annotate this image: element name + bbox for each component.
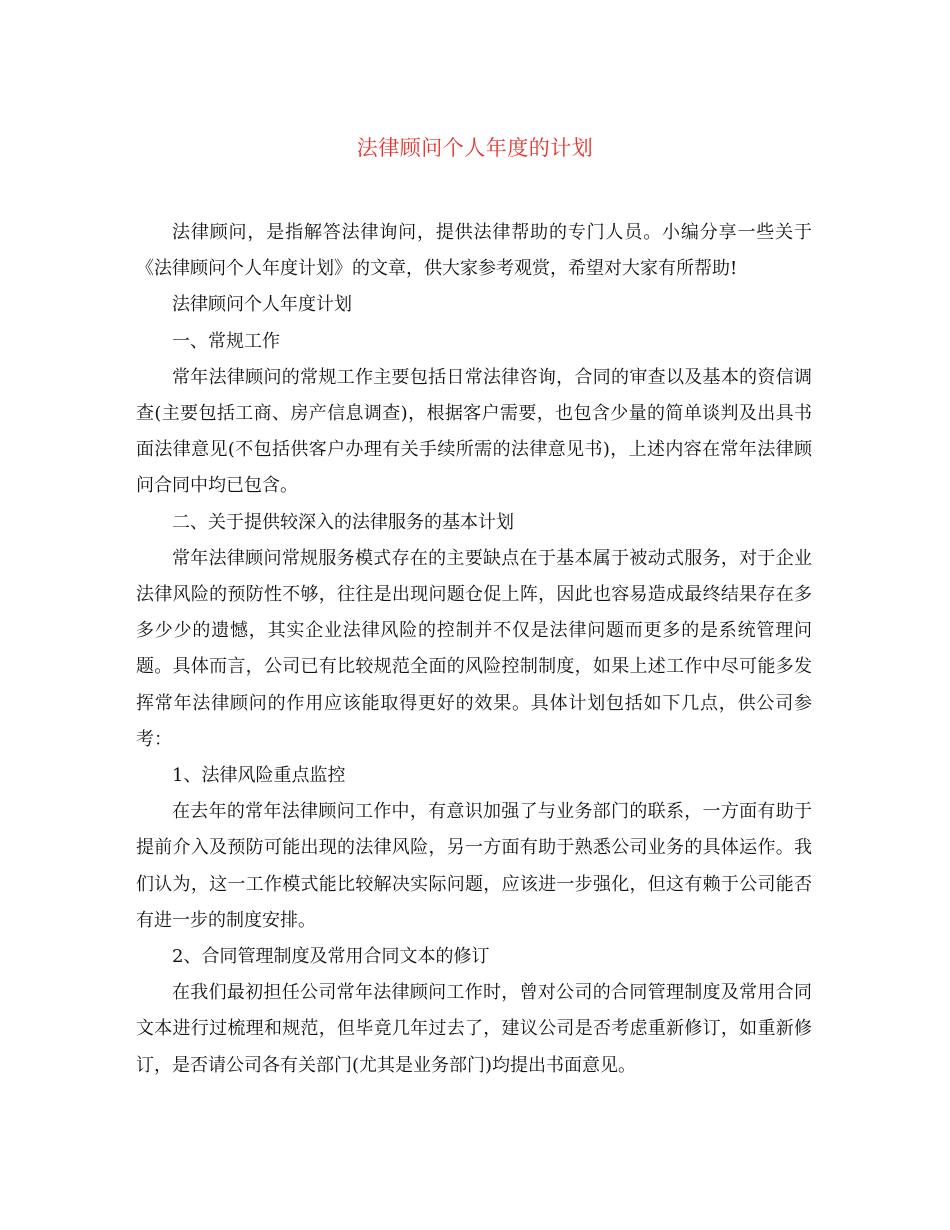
document-title: 法律顾问个人年度的计划: [356, 136, 594, 160]
routine-work-paragraph: 常年法律顾问的常规工作主要包括日常法律咨询，合同的审查以及基本的资信调查(主要包括工商、房产信息调查)，根据客户需要，也包含少量的简单谈判及出具书面法律意见(不包括供客户办理有关手续所需的法律意见书)，上述内容在常年法律顾问合同中均已包含。: [136, 366, 812, 497]
subheading-risk-monitoring: 1、法律风险重点监控: [172, 765, 346, 787]
section-heading-plan: 法律顾问个人年度计划: [172, 294, 352, 316]
risk-monitoring-paragraph: 在去年的常年法律顾问工作中，有意识加强了与业务部门的联系，一方面有助于提前介入及预防可能出现的法律风险，另一方面有助于熟悉公司业务的具体运作。我们认为，这一工作模式能比较解决实际问题，应该进一步强化，但这有赖于公司能否有进一步的制度安排。: [136, 801, 812, 931]
intro-paragraph: 法律顾问，是指解答法律询问，提供法律帮助的专门人员。小编分享一些关于《法律顾问个人年度计划》的文章，供大家参考观赏，希望对大家有所帮助!: [136, 222, 812, 280]
deep-service-paragraph: 常年法律顾问常规服务模式存在的主要缺点在于基本属于被动式服务，对于企业法律风险的预防性不够，往往是出现问题仓促上阵，因此也容易造成最终结果存在多多少少的遗憾，其实企业法律风险的控制并不仅是法律问题而更多的是系统管理问题。具体而言，公司已有比较规范全面的风险控制制度，如果上述工作中尽可能多发挥常年法律顾问的作用应该能取得更好的效果。具体计划包括如下几点，供公司参考：: [136, 547, 812, 750]
document-body: [136, 215, 812, 1084]
subheading-contract-revision: 2、合同管理制度及常用合同文本的修订: [172, 946, 490, 968]
contract-revision-paragraph: 在我们最初担任公司常年法律顾问工作时，曾对公司的合同管理制度及常用合同文本进行过梳理和规范，但毕竟几年过去了，建议公司是否考虑重新修订，如重新修订，是否请公司各有关部门(尤其是业务部门)均提出书面意见。: [136, 982, 812, 1076]
section-heading-routine-work: 一、常规工作: [172, 330, 280, 352]
section-heading-deep-service: 二、关于提供较深入的法律服务的基本计划: [172, 511, 514, 533]
